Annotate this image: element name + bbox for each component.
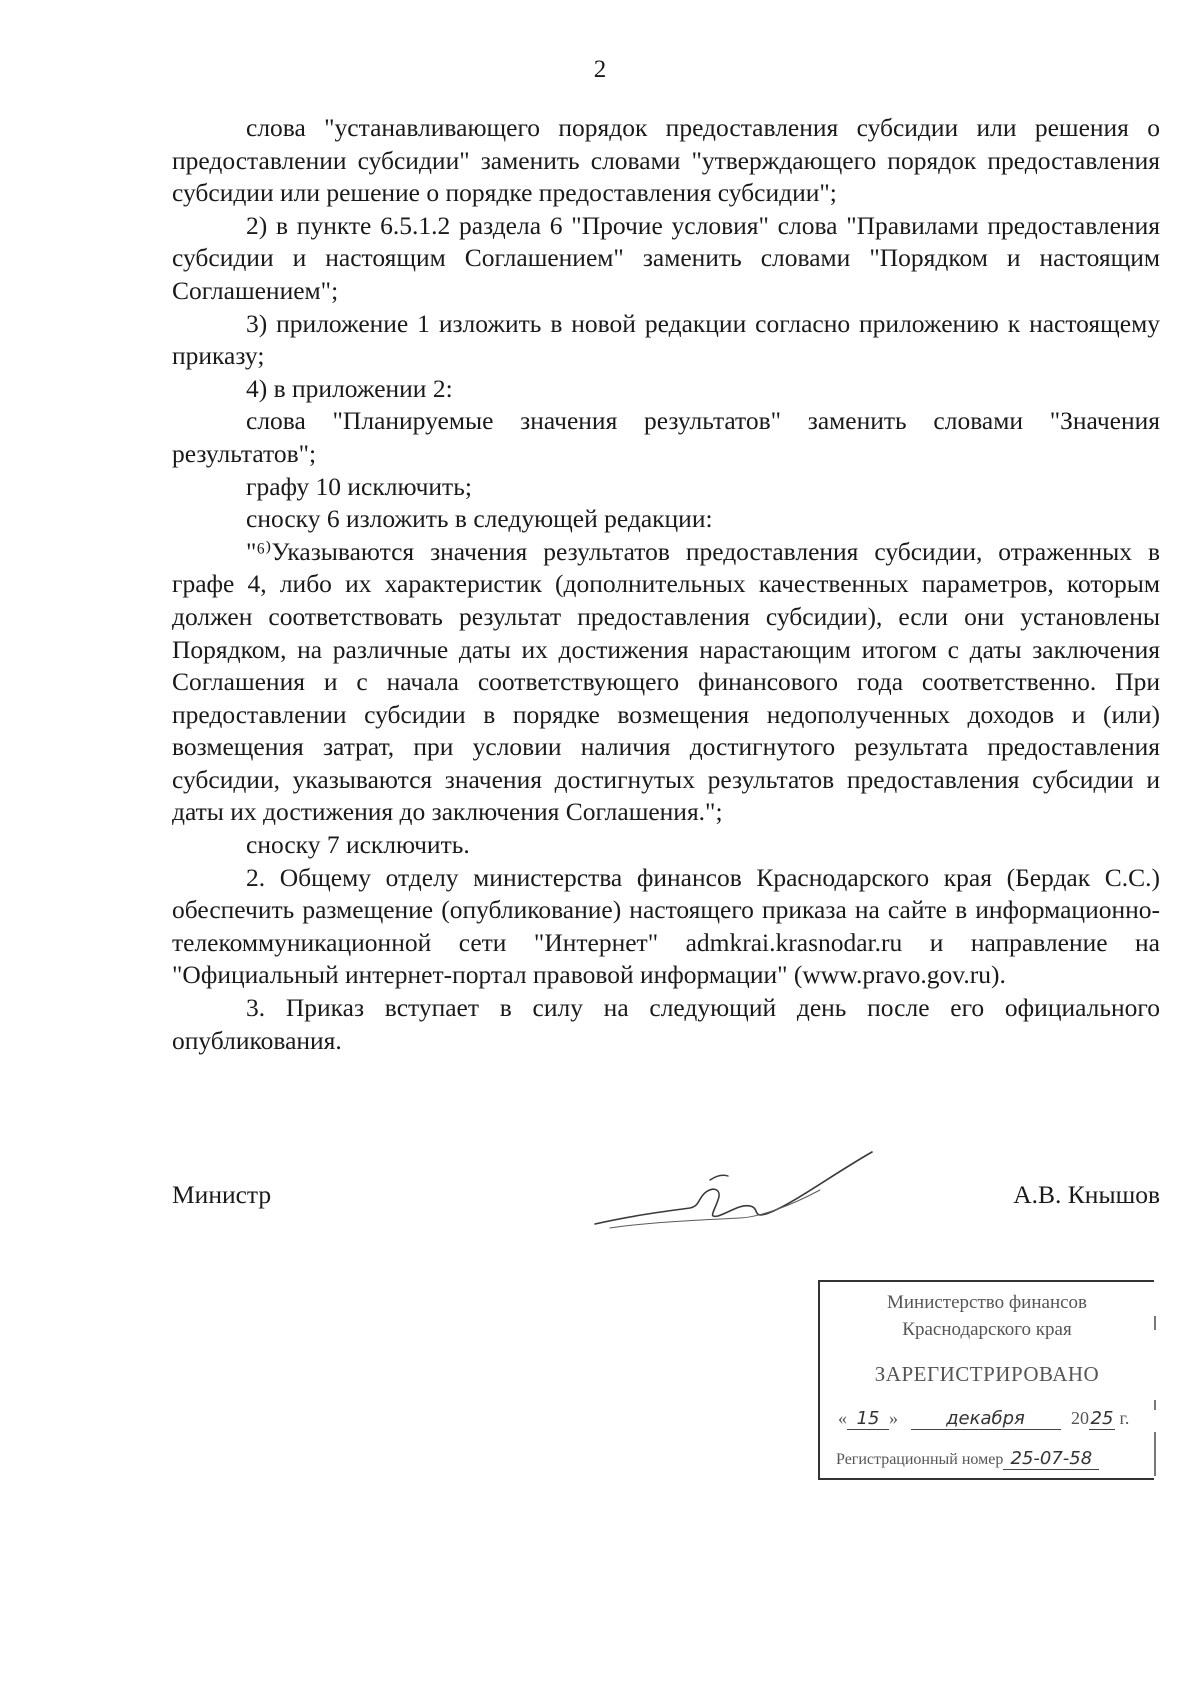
stamp-date-quote-open: «	[838, 1408, 847, 1428]
stamp-registration	[836, 1448, 1099, 1470]
paragraph: 4) в приложении 2:	[246, 373, 453, 403]
paragraph: слова "Планируемые значения результатов" заменить словами "Значения результатов";	[172, 406, 1160, 468]
paragraph: "⁶⁾Указываются значения результатов предоставления субсидии, отраженных в графе 4, либо их характеристик (дополнительных качественных параметров, которым должен соответствовать результат предоставления субсидии), если они установлены Порядком, на различные даты их достижения нарастающим итогом с даты заключения Соглашения и с начала соответствующего финансового года соответственно. При предоставлении субсидии в порядке возмещения недополученных доходов и (или) возмещения затрат, при условии наличия достигнутого результата предоставления субсидии, указываются значения достигнутых результатов предоставления субсидии и даты их достижения до заключения Соглашения.";	[172, 536, 1160, 827]
stamp-reg-number: 25-07-58	[1003, 1448, 1099, 1470]
registration-stamp	[818, 1280, 1154, 1480]
stamp-date-month: декабря	[911, 1408, 1061, 1430]
paragraph: сноску 6 изложить в следующей редакции:	[246, 504, 713, 534]
handwritten-signature	[590, 1146, 880, 1246]
paragraph: 3. Приказ вступает в силу на следующий день после его официального опубликования.	[172, 993, 1160, 1055]
stamp-date-year-unit: г.	[1119, 1408, 1130, 1428]
signatory-name: А.В. Кнышов	[1013, 1180, 1160, 1209]
paragraph: сноску 7 исключить.	[246, 830, 470, 860]
stamp-ministry-line1: Министерство финансов	[886, 1292, 1088, 1313]
stamp-edge-mark	[1154, 1400, 1156, 1410]
stamp-date-year-prefix: 20	[1071, 1408, 1089, 1428]
stamp-ministry-line2: Краснодарского края	[902, 1319, 1072, 1340]
stamp-date-day: 15	[847, 1408, 889, 1430]
stamp-edge-mark	[1154, 1316, 1156, 1330]
stamp-date-year-suffix: 25	[1090, 1408, 1114, 1429]
stamp-registered-label: ЗАРЕГИСТРИРОВАНО	[874, 1362, 1100, 1386]
paragraph: слова "устанавливающего порядок предоставления субсидии или решения о предоставлении субсидии" заменить словами "утверждающего порядок предоставления субсидии или решение о порядке предоставления субсидии";	[172, 113, 1160, 208]
paragraph: 2. Общему отделу министерства финансов Краснодарского края (Бердак С.С.) обеспечить размещение (опубликование) настоящего приказа на сайте в информационно-телекоммуникационной сети "Интернет" admkrai.krasnodar.ru и направление на "Официальный интернет-портал правовой информации" (www.pravo.gov.ru).	[172, 862, 1160, 990]
page-number: 2	[593, 56, 607, 83]
stamp-edge-mark	[1154, 1432, 1156, 1476]
paragraph: 3) приложение 1 изложить в новой редакции согласно приложению к настоящему приказу;	[172, 308, 1160, 371]
stamp-date	[838, 1408, 1148, 1430]
document-body	[172, 112, 1160, 1057]
stamp-date-quote-close: »	[889, 1408, 898, 1428]
paragraph: 2) в пункте 6.5.1.2 раздела 6 "Прочие условия" слова "Правилами предоставления субсидии и настоящим Соглашением" заменить словами "Порядком и настоящим Соглашением";	[172, 210, 1160, 305]
signatory-position: Министр	[172, 1180, 272, 1209]
paragraph: графу 10 исключить;	[246, 471, 472, 501]
stamp-reg-label: Регистрационный номер	[836, 1451, 1004, 1468]
